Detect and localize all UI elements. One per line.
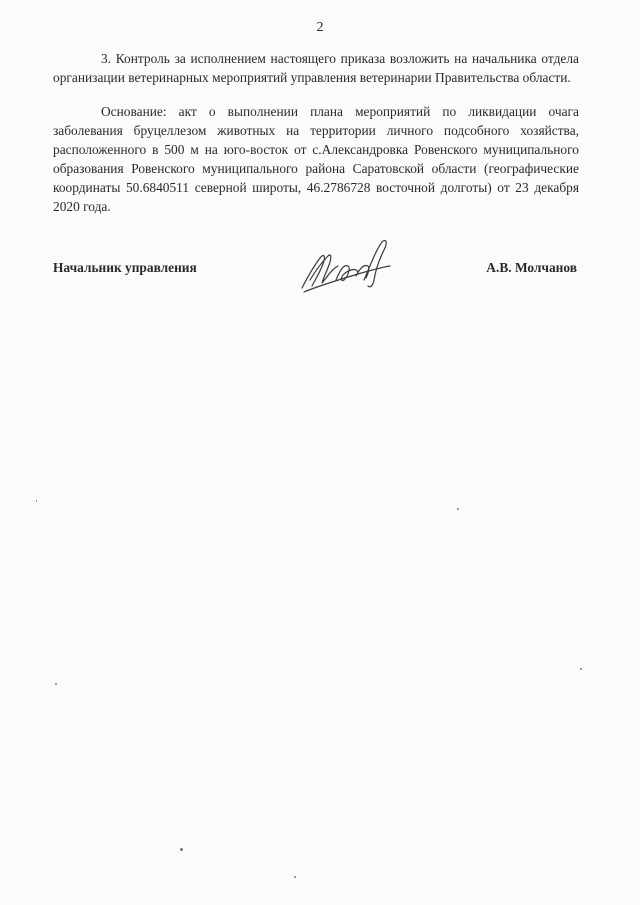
scan-speck: [580, 668, 582, 670]
paragraph-control: 3. Контроль за исполнением настоящего приказа возложить на начальника отдела организации ветеринарных мероприятий управления ветеринарии Правительства области.: [53, 51, 579, 85]
scan-speck: [457, 508, 459, 510]
page-number: 2: [316, 20, 324, 35]
scan-speck: [36, 500, 37, 502]
scan-speck: [55, 683, 57, 685]
handwritten-signature-icon: [298, 236, 394, 296]
paragraph-basis: Основание: акт о выполнении плана мероприятий по ликвидации очага заболевания бруцеллезом животных на территории личного подсобного хозяйства, расположенного в 500 м на юго-восток от с.Александровка Ровенского муниципального образования Ровенского муниципального района Саратовской области (географические координаты 50.6840511 северной широты, 46.2786728 восточной долготы) от 23 декабря 2020 года.: [53, 104, 579, 214]
scan-speck: [294, 876, 296, 878]
signatory-name: А.В. Молчанов: [486, 260, 577, 275]
signatory-title: Начальник управления: [53, 260, 197, 275]
scan-speck: [180, 848, 183, 851]
